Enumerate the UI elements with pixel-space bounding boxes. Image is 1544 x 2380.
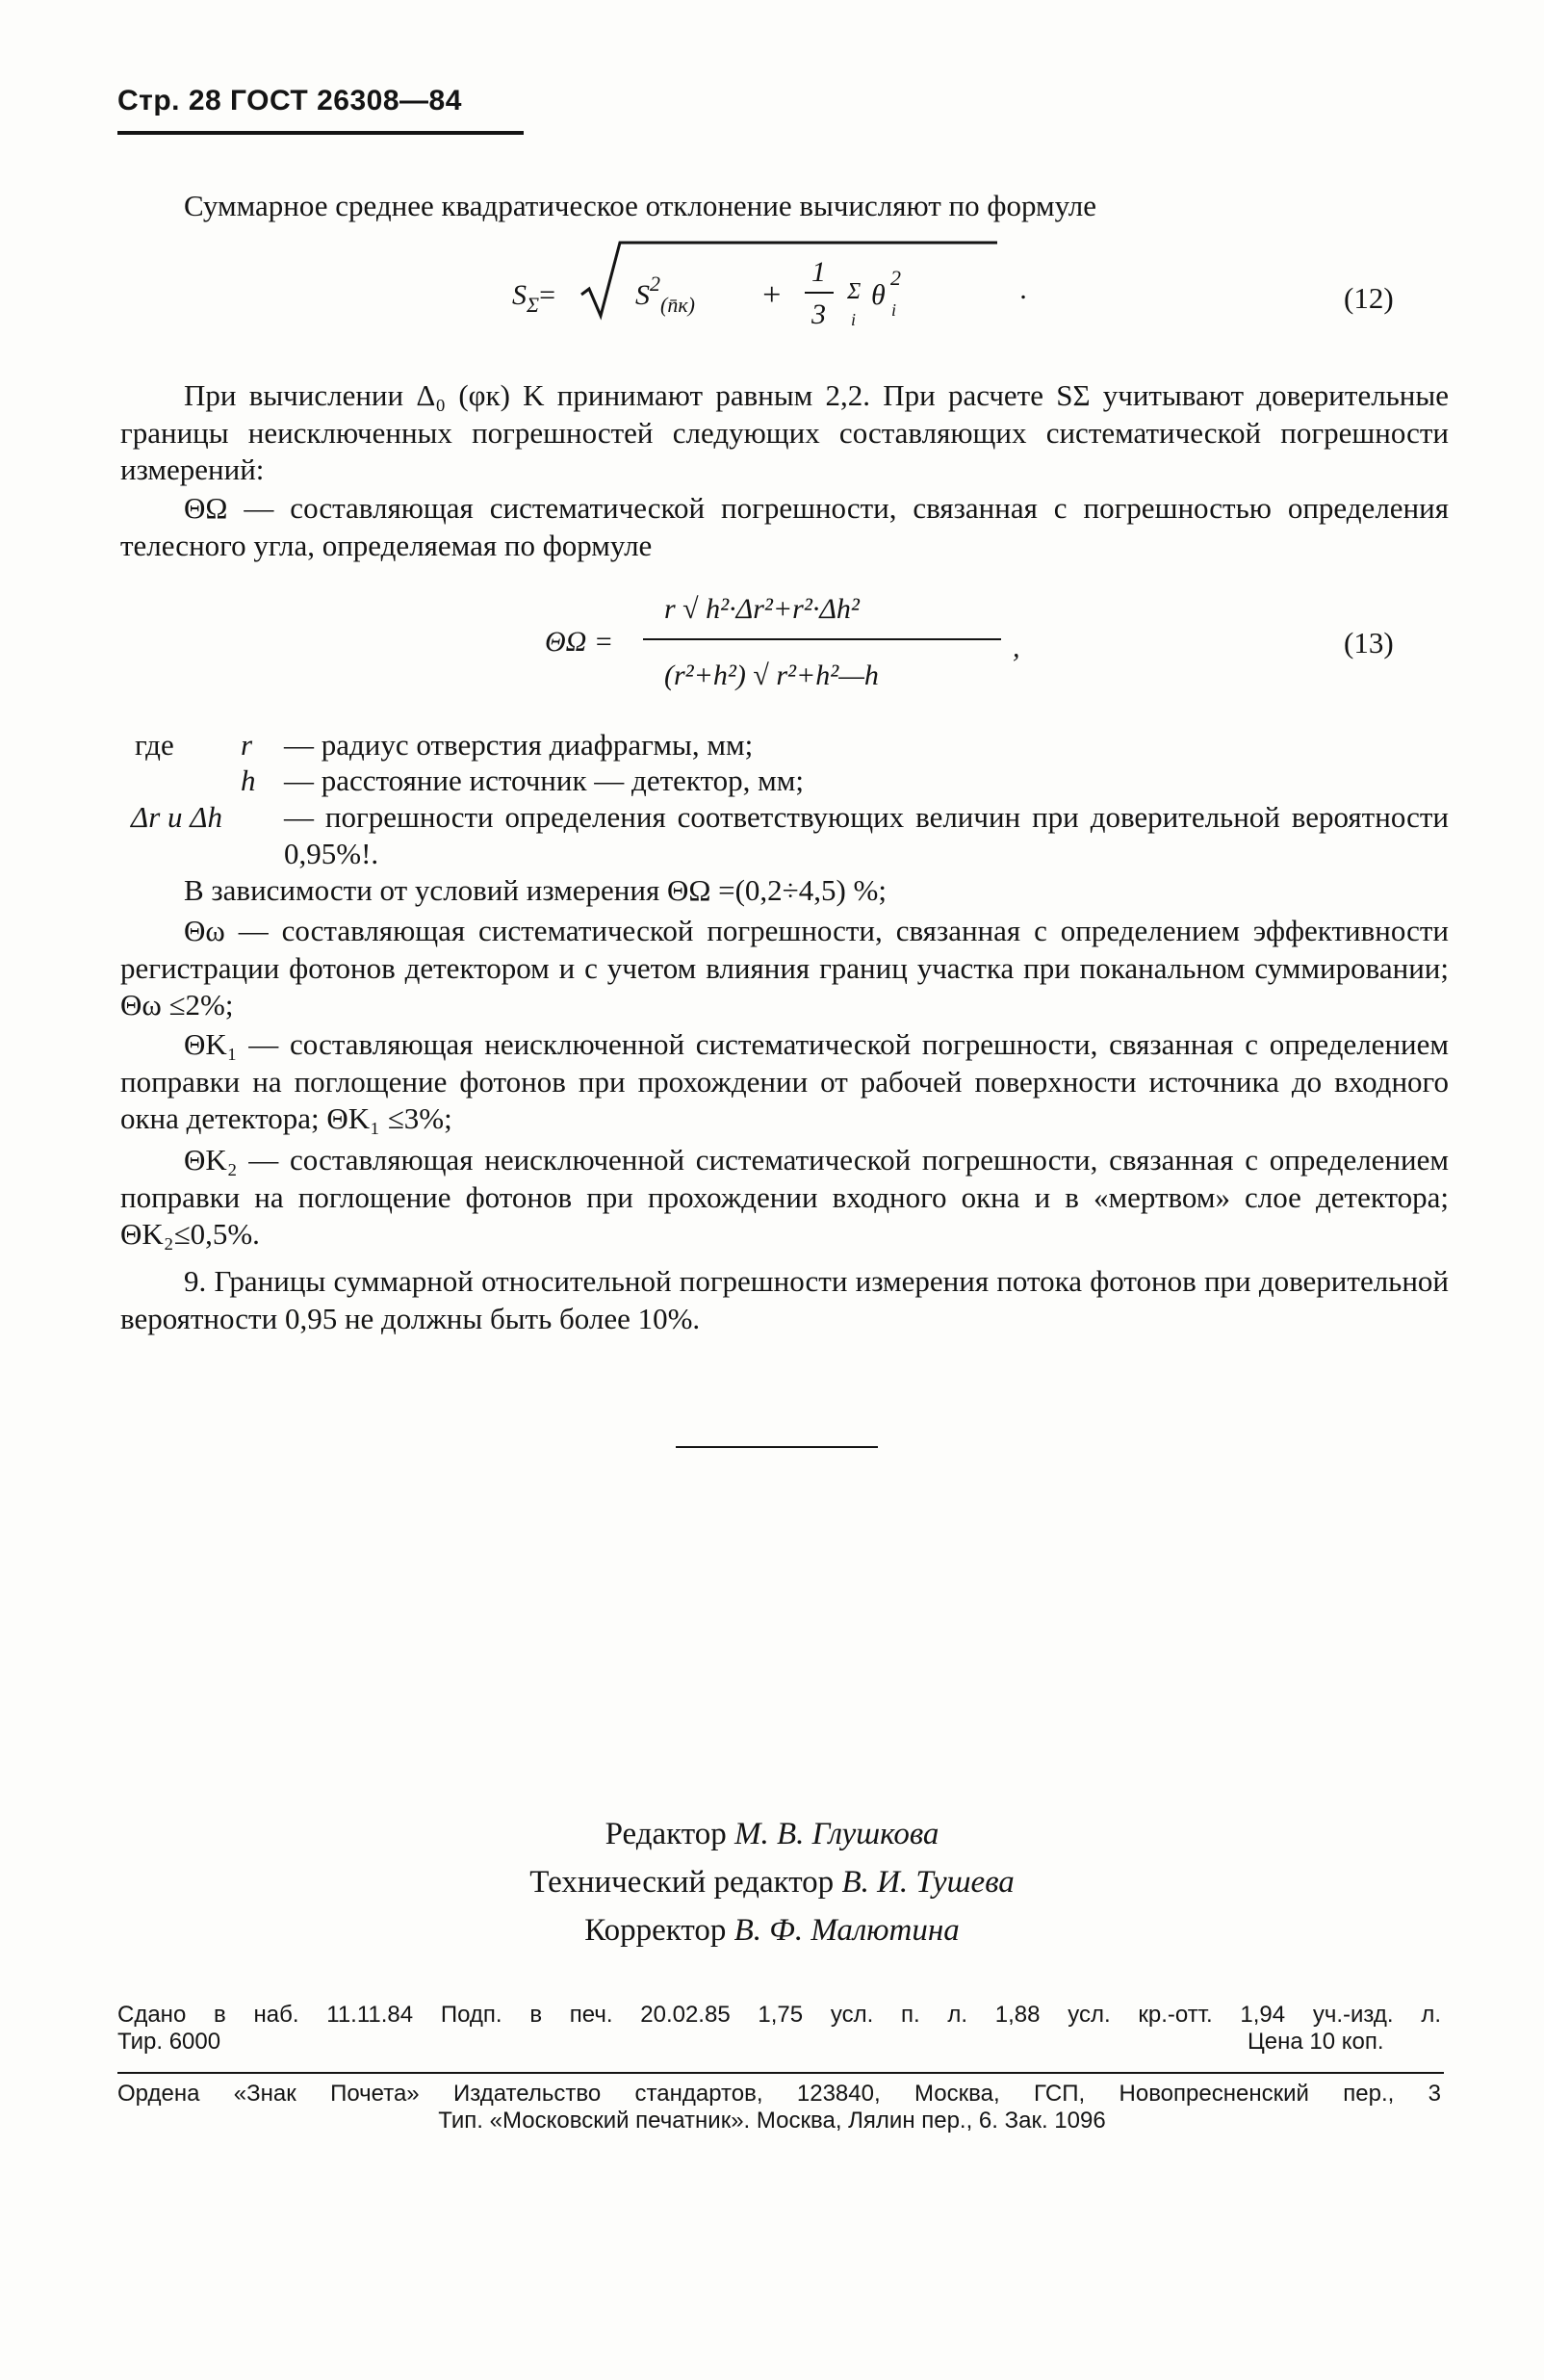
- where-sym: Δr и Δh: [131, 800, 222, 834]
- paragraph-5: ΘK₁ — составляющая неисключенной систематической погрешности, связанная с определением поправки на поглощение фотонов при прохождении от рабочей поверхности источника до входного окна детектора; ΘK₁ ≤3%;: [120, 1027, 1449, 1135]
- where-label: где: [135, 728, 174, 762]
- f13-lhs: ΘΩ =: [545, 626, 614, 658]
- section-divider: [676, 1446, 878, 1448]
- f12-plus: +: [760, 277, 783, 313]
- where-def: — радиус отверстия диафрагмы, мм;: [284, 728, 754, 762]
- f12-fraction-line: [805, 292, 834, 294]
- where-sym: h: [241, 763, 256, 797]
- f13-denominator: (r²+h²) √ r²+h²—h: [664, 660, 879, 691]
- paragraph-6: ΘK₂ — составляющая неисключенной систематической погрешности, связанная с определением поправки на поглощение фотонов при прохождении входного окна и в «мертвом» слое детектора; ΘK₂≤0,5%.: [120, 1143, 1449, 1251]
- f13-numerator: r √ h²·Δr²+r²·Δh²: [664, 593, 860, 625]
- f12-dot: .: [1020, 273, 1028, 305]
- paragraph-7: 9. Границы суммарной относительной погрешности измерения потока фотонов при доверительной вероятности 0,95 не должны быть более 10%.: [120, 1264, 1449, 1335]
- paragraph-4: Θω — составляющая систематической погрешности, связанная с определением эффективности регистрации фотонов детектором и с учетом влияния границ участка при поканальном суммировании; Θω ≤2%;: [120, 914, 1449, 1022]
- f12-sum: Σ: [847, 279, 862, 304]
- f12-sum-sub: i: [851, 310, 857, 329]
- f12-lhs: S: [512, 279, 527, 311]
- editor-label: Редактор: [605, 1817, 727, 1851]
- page-header: Стр. 28 ГОСТ 26308—84: [117, 85, 462, 116]
- credit-proofreader: [0, 1906, 1544, 1954]
- imprint-line-3: Ордена «Знак Почета» Издательство стандартов, 123840, Москва, ГСП, Новопресненский пер., 3: [117, 2081, 1441, 2107]
- f12-theta: θ: [871, 279, 886, 311]
- paragraph-3: В зависимости от условий измерения ΘΩ =(0,2÷4,5) %;: [184, 873, 887, 907]
- imprint-rule: [117, 2072, 1444, 2074]
- intro-paragraph: Суммарное среднее квадратическое отклонение вычисляют по формуле: [184, 189, 1096, 222]
- f12-lhs-sub: Σ: [527, 293, 540, 317]
- f12-term1-sup: 2: [650, 272, 660, 296]
- paragraph-1: При вычислении Δ₀ (φк) K принимают равным 2,2. При расчете SΣ учитывают доверительные границы неисключенных погрешностей следующих составляющих систематической погрешности измерений:: [120, 378, 1449, 486]
- header-rule: [117, 131, 524, 135]
- where-sym: r: [241, 728, 253, 762]
- f13-fraction-line: [643, 638, 1001, 640]
- imprint-line-1: Сдано в наб. 11.11.84 Подп. в печ. 20.02.85 1,75 усл. п. л. 1,88 усл. кр.-отт. 1,94 уч.-изд. л.: [117, 2002, 1441, 2028]
- credit-tech-editor: [0, 1858, 1544, 1906]
- imprint-price: Цена 10 коп.: [1248, 2029, 1384, 2055]
- proofreader-name: В. Ф. Малютина: [733, 1913, 960, 1948]
- where-def: — погрешности определения соответствующих величин при доверительной вероятности 0,95%!.: [284, 800, 1449, 870]
- document-page: Стр. 28 ГОСТ 26308—84 Суммарное среднее квадратическое отклонение вычисляют по формуле $S_\Sigma=$ $S^2_{(n̄к)}$ + 1 3 Σ i θ 2 i . (12) При вычислении Δ₀ (φк) K принимают равным 2,2. При расчете SΣ учитывают доверительные границы неисключенных погрешностей следующих составляющих систематической погрешности измерений: ΘΩ — составляющая систематической погрешности, связанная с погрешностью определения телесного угла, определяемая по формуле ΘΩ = r √ h²·Δr²+r²·Δh² (r²+h²) √ r²+h²—h , (13) где r — радиус отверстия диафрагмы, мм; h — расстояние источник — детектор, мм; Δr и Δh — погрешности определения соответствующих величин при доверительной вероятности 0,95%!. В зависимости от условий измерения ΘΩ =(0,2÷4,5) %; Θω — составляющая систематической погрешности, связанная с определением эффективности регистрации фотонов детектором и с учетом влияния границ участка при поканальном суммировании; Θω ≤2%; ΘK₁ — составляющая неисключенной систематической погрешности, связанная с определением поправки на поглощение фотонов при прохождении от рабочей поверхности источника до входного окна детектора; ΘK₁ ≤3%; ΘK₂ — составляющая неисключенной систематической погрешности, связанная с определением поправки на поглощение фотонов при прохождении входного окна и в «мертвом» слое детектора; ΘK₂≤0,5%. 9. Границы суммарной относительной погрешности измерения потока фотонов при доверительной вероятности 0,95 не должны быть более 10%. Редактор М. В. Глушкова Технический редактор В. И. Тушева Корректор В. Ф. Малютина Сдано в наб. 11.11.84 Подп. в печ. 20.02.85 1,75 усл. п. л. 1,88 усл. кр.-отт. 1,94 уч.-изд. л. Тир. 6000 Цена 10 коп. Ордена «Знак Почета» Издательство стандартов, 123840, Москва, ГСП, Новопресненский пер., 3 Тип. «Московский печатник». Москва, Лялин пер., 6. Зак. 1096: [0, 0, 1544, 2380]
- editor-name: М. В. Глушкова: [733, 1817, 939, 1851]
- where-def: — расстояние источник — детектор, мм;: [284, 763, 805, 797]
- f12-frac-den: 3: [811, 298, 826, 330]
- imprint-circulation: Тир. 6000: [117, 2029, 221, 2055]
- f12-number: (12): [1344, 281, 1394, 315]
- f12-term1-sub: (n̄к): [660, 293, 695, 317]
- paragraph-2: ΘΩ — составляющая систематической погрешности, связанная с погрешностью определения телесного угла, определяемая по формуле: [120, 491, 1449, 562]
- f12-theta-sub: i: [891, 300, 897, 320]
- f13-number: (13): [1344, 626, 1394, 660]
- f13-comma: ,: [1013, 632, 1020, 663]
- f12-frac-num: 1: [811, 256, 826, 288]
- tech-editor-label: Технический редактор: [529, 1865, 835, 1900]
- imprint-line-4: Тип. «Московский печатник». Москва, Лялин пер., 6. Зак. 1096: [438, 2108, 1106, 2134]
- tech-editor-name: В. И. Тушева: [841, 1865, 1015, 1900]
- proofreader-label: Корректор: [584, 1913, 727, 1948]
- credit-editor: [0, 1810, 1544, 1858]
- f12-theta-sup: 2: [890, 266, 901, 290]
- f12-term1: S: [635, 279, 650, 311]
